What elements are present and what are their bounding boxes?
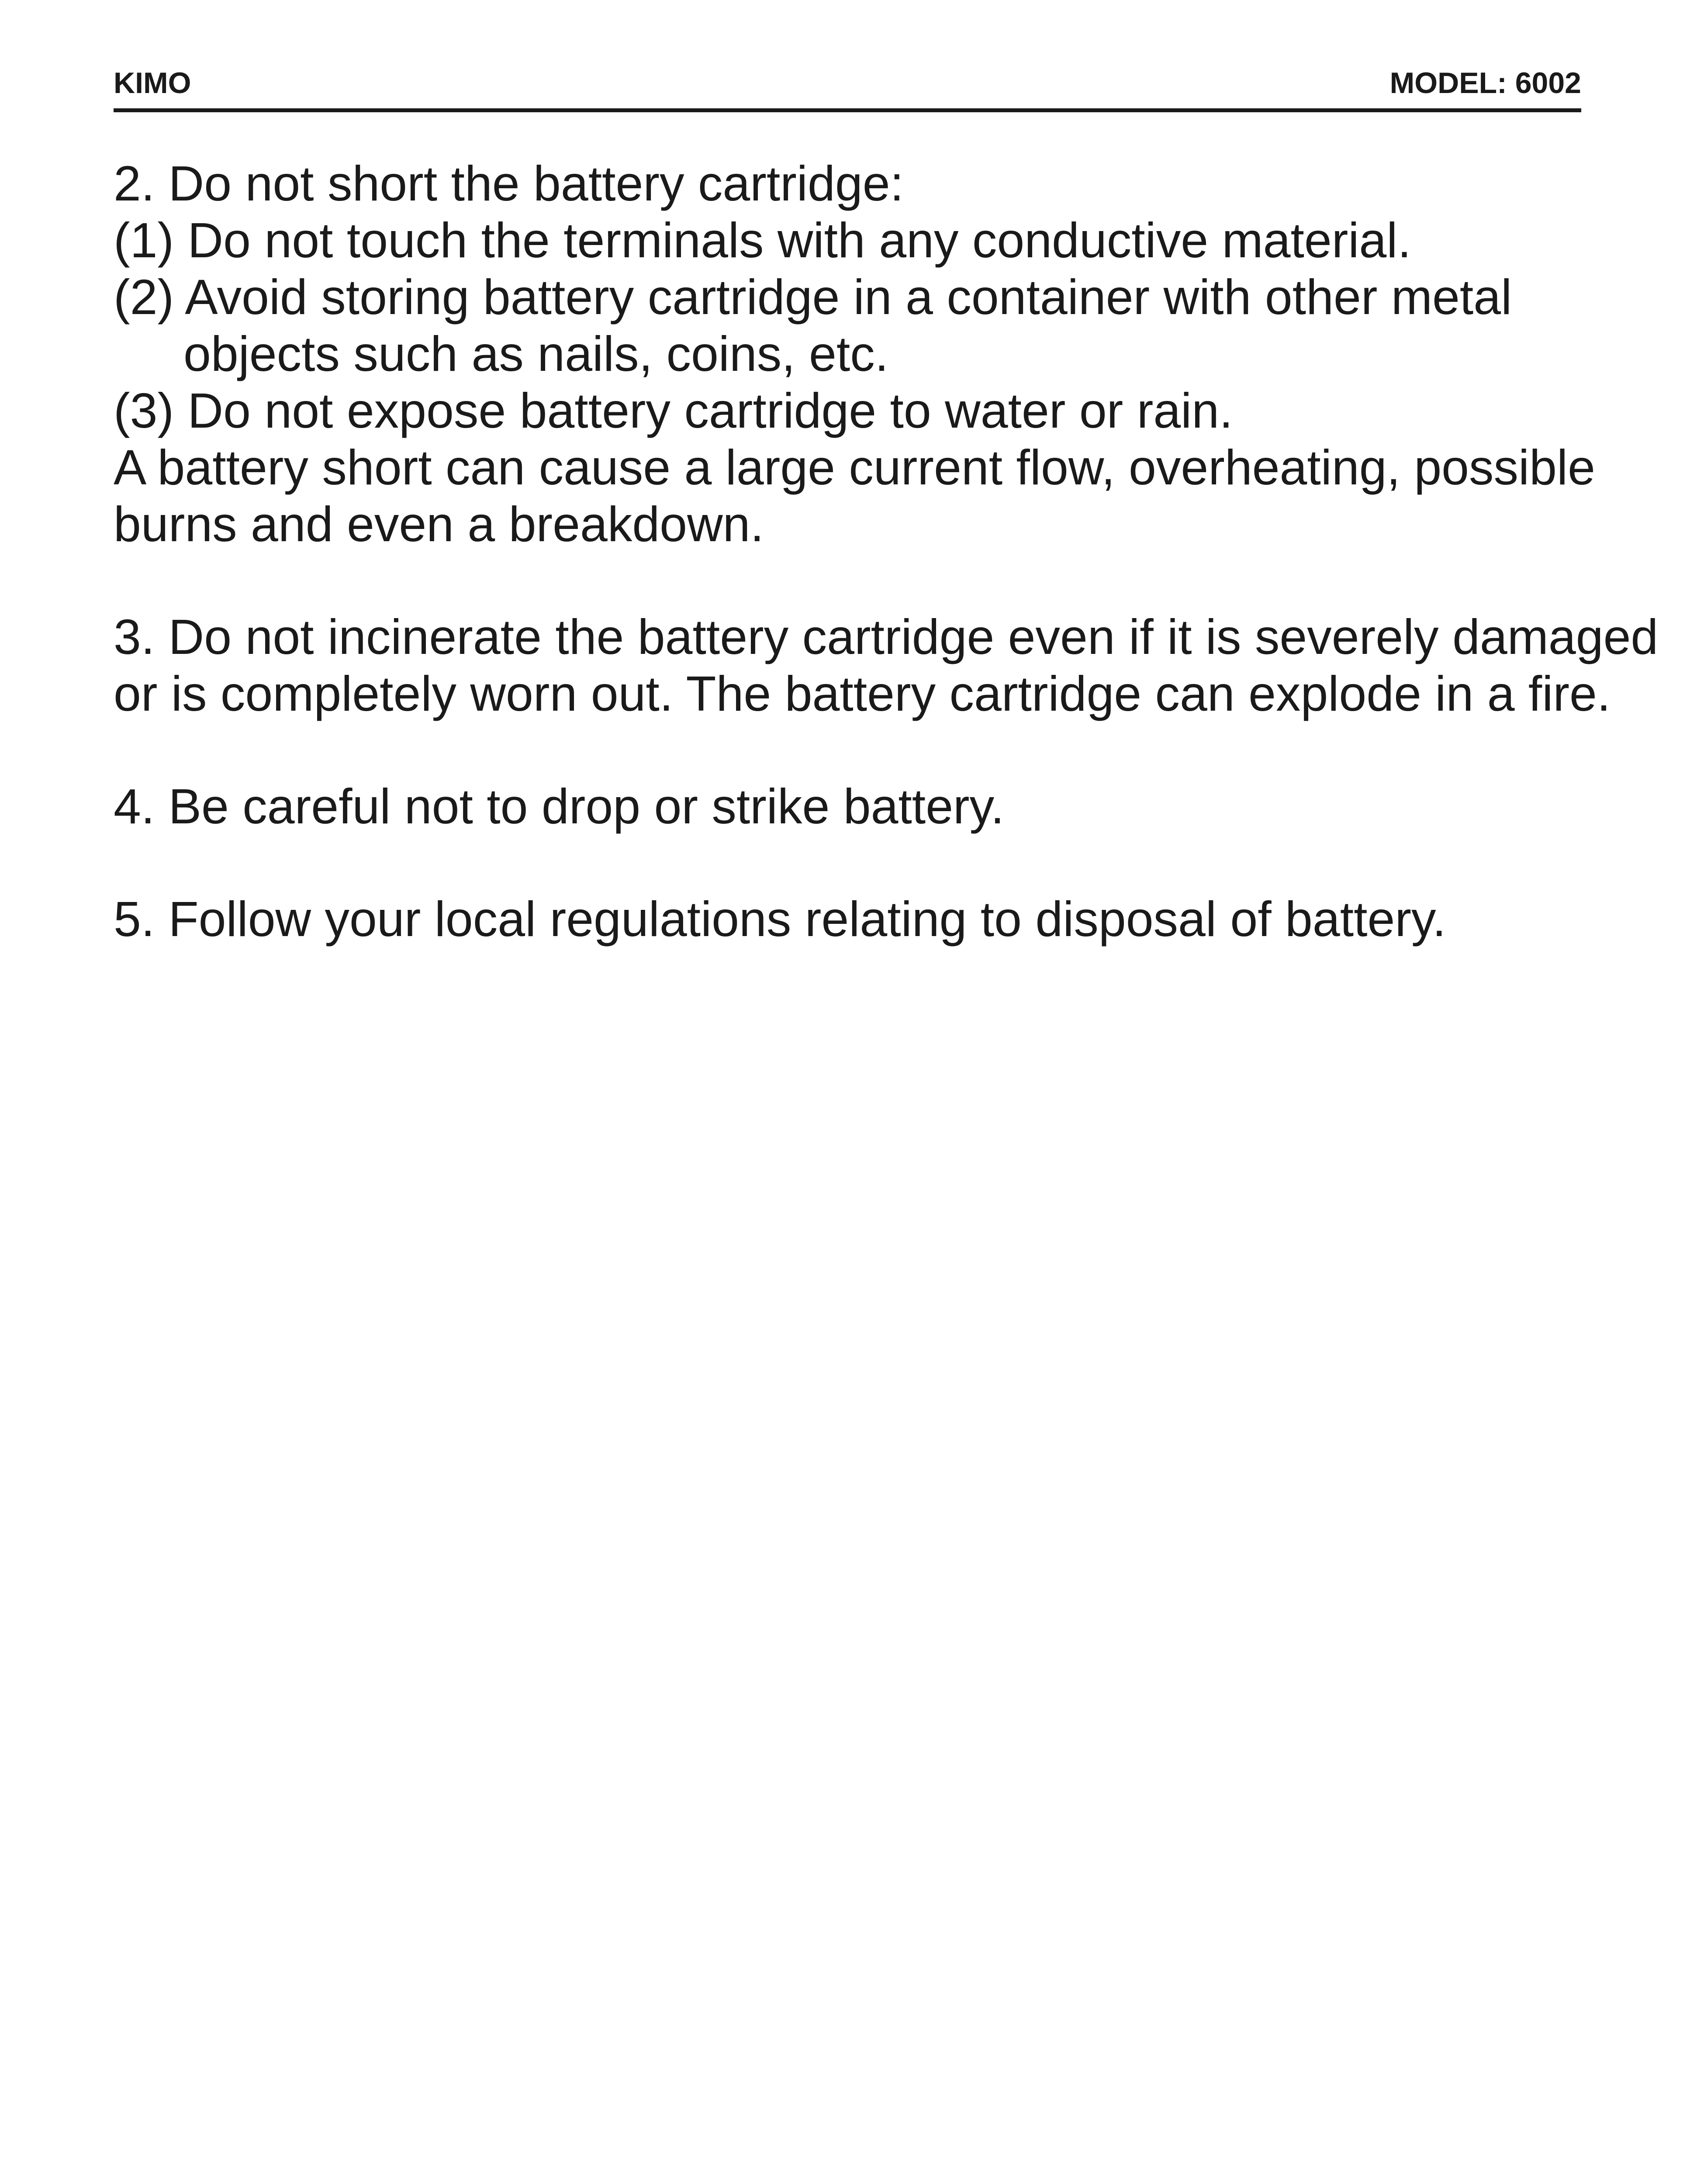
page-header xyxy=(114,66,1581,100)
instruction-2-sub-2-continued: objects such as nails, coins, etc. xyxy=(183,326,889,381)
header-divider xyxy=(114,108,1581,112)
instruction-2-sub-3: (3) Do not expose battery cartridge to water or rain. xyxy=(114,383,1233,438)
instruction-3-line-continued: or is completely worn out. The battery cartridge can explode in a fire. xyxy=(114,666,1611,721)
instruction-3-line: 3. Do not incinerate the battery cartridge even if it is severely damaged xyxy=(114,609,1659,664)
instruction-2-note: A battery short can cause a large current flow, overheating, possible xyxy=(114,440,1595,495)
paragraph-gap xyxy=(114,835,1599,891)
instruction-2-sub-1: (1) Do not touch the terminals with any conductive material. xyxy=(114,213,1411,268)
instruction-5-line: 5. Follow your local regulations relating to disposal of battery. xyxy=(114,892,1446,947)
instruction-2-title: 2. Do not short the battery cartridge: xyxy=(114,156,904,211)
instruction-item-3 xyxy=(114,608,1659,722)
instruction-2-note-continued: burns and even a breakdown. xyxy=(114,497,764,552)
instruction-item-5 xyxy=(114,891,1599,947)
paragraph-gap xyxy=(114,722,1599,778)
instruction-2-sub-2: (2) Avoid storing battery cartridge in a container with other metal xyxy=(114,270,1512,325)
brand-name: KIMO xyxy=(114,66,191,100)
paragraph-gap xyxy=(114,553,1599,608)
model-number: MODEL: 6002 xyxy=(1389,66,1581,100)
instruction-item-2 xyxy=(114,155,1599,553)
safety-instructions xyxy=(114,155,1659,947)
instruction-4-line: 4. Be careful not to drop or strike battery. xyxy=(114,779,1005,834)
instruction-item-4 xyxy=(114,778,1599,835)
